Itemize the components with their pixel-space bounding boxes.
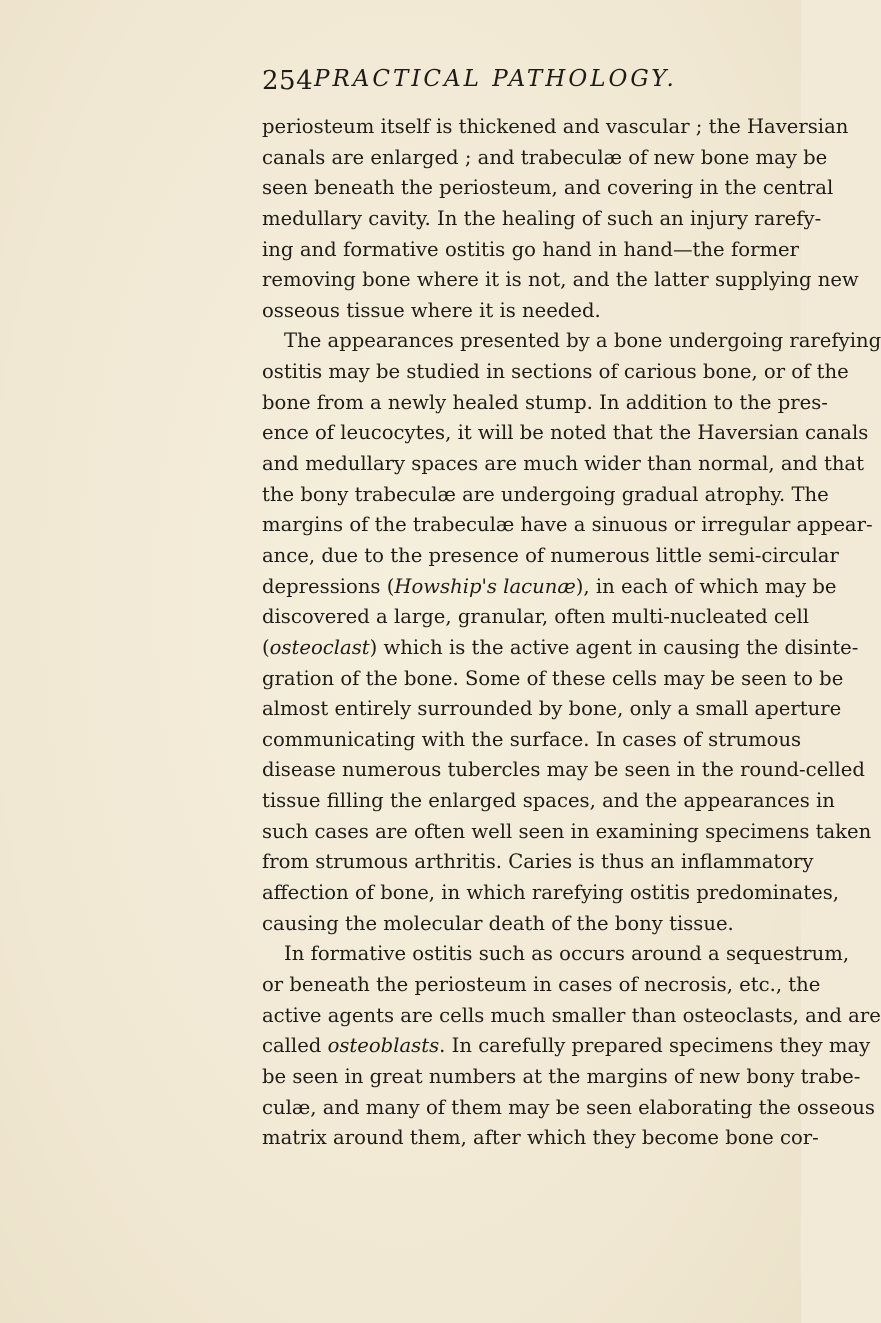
text-line: be seen in great numbers at the margins of new bony trabe- (262, 1064, 861, 1088)
text-segment: ), in each of which may be (575, 574, 837, 598)
page-header (0, 66, 801, 110)
text-line: active agents are cells much smaller than osteoclasts, and are (262, 1003, 881, 1027)
text-line: periosteum itself is thickened and vascular ; the Haversian (262, 115, 849, 138)
italic-term: osteoclast (269, 635, 370, 659)
text-line: or beneath the periosteum in cases of necrosis, etc., the (262, 972, 821, 996)
text-line (262, 1031, 871, 1062)
text-line: matrix around them, after which they become bone cor- (262, 1126, 819, 1150)
text-line: ence of leucocytes, it will be noted that the Haversian canals (262, 421, 869, 445)
text-line: ing and formative ostitis go hand in hand—the former (262, 237, 799, 261)
text-line: and medullary spaces are much wider than normal, and that (262, 452, 864, 476)
text-line (262, 572, 837, 603)
text-line: canals are enlarged ; and trabeculæ of new bone may be (262, 145, 828, 169)
text-line: culæ, and many of them may be seen elaborating the osseous (262, 1095, 875, 1119)
text-segment: . In carefully prepared specimens they may (439, 1034, 871, 1058)
text-line: seen beneath the periosteum, and covering in the central (262, 176, 834, 200)
text-line: discovered a large, granular, often multi-nucleated cell (262, 605, 809, 629)
text-line: causing the molecular death of the bony tissue. (262, 911, 734, 935)
text-segment: ) which is the active agent in causing the disinte- (369, 635, 859, 659)
text-segment: ( (262, 635, 270, 659)
page-number: 254 (262, 66, 314, 96)
text-line: tissue filling the enlarged spaces, and the appearances in (262, 789, 835, 813)
text-line: medullary cavity. In the healing of such an injury rarefy- (262, 206, 822, 230)
text-line: affection of bone, in which rarefying ostitis predominates, (262, 881, 839, 905)
text-line: ostitis may be studied in sections of carious bone, or of the (262, 360, 849, 384)
text-line: bone from a newly healed stump. In addition to the pres- (262, 390, 828, 414)
text-line: almost entirely surrounded by bone, only a small aperture (262, 697, 842, 721)
paragraph-start-line: The appearances presented by a bone undergoing rarefying (284, 329, 881, 353)
paragraph-start-line: In formative ostitis such as occurs around a sequestrum, (284, 942, 850, 966)
italic-term: Howship's lacunæ (394, 574, 576, 598)
text-segment: called (262, 1034, 328, 1058)
text-line: communicating with the surface. In cases of strumous (262, 727, 802, 751)
text-line: gration of the bone. Some of these cells may be seen to be (262, 666, 844, 690)
text-line: such cases are often well seen in examining specimens taken (262, 819, 872, 843)
text-line: ance, due to the presence of numerous little semi-circular (262, 543, 839, 567)
text-line: margins of the trabeculæ have a sinuous or irregular appear- (262, 513, 873, 537)
italic-term: osteoblasts (327, 1034, 440, 1058)
running-head: PRACTICAL PATHOLOGY. (314, 66, 677, 92)
body-text (262, 112, 881, 1154)
text-line: the bony trabeculæ are undergoing gradual atrophy. The (262, 482, 829, 506)
text-line: osseous tissue where it is needed. (262, 298, 601, 322)
text-line: from strumous arthritis. Caries is thus an inflammatory (262, 850, 814, 874)
text-segment: depressions ( (262, 574, 395, 598)
text-line (262, 633, 859, 664)
text-line: removing bone where it is not, and the latter supplying new (262, 268, 859, 292)
text-line: disease numerous tubercles may be seen in the round-celled (262, 758, 865, 782)
